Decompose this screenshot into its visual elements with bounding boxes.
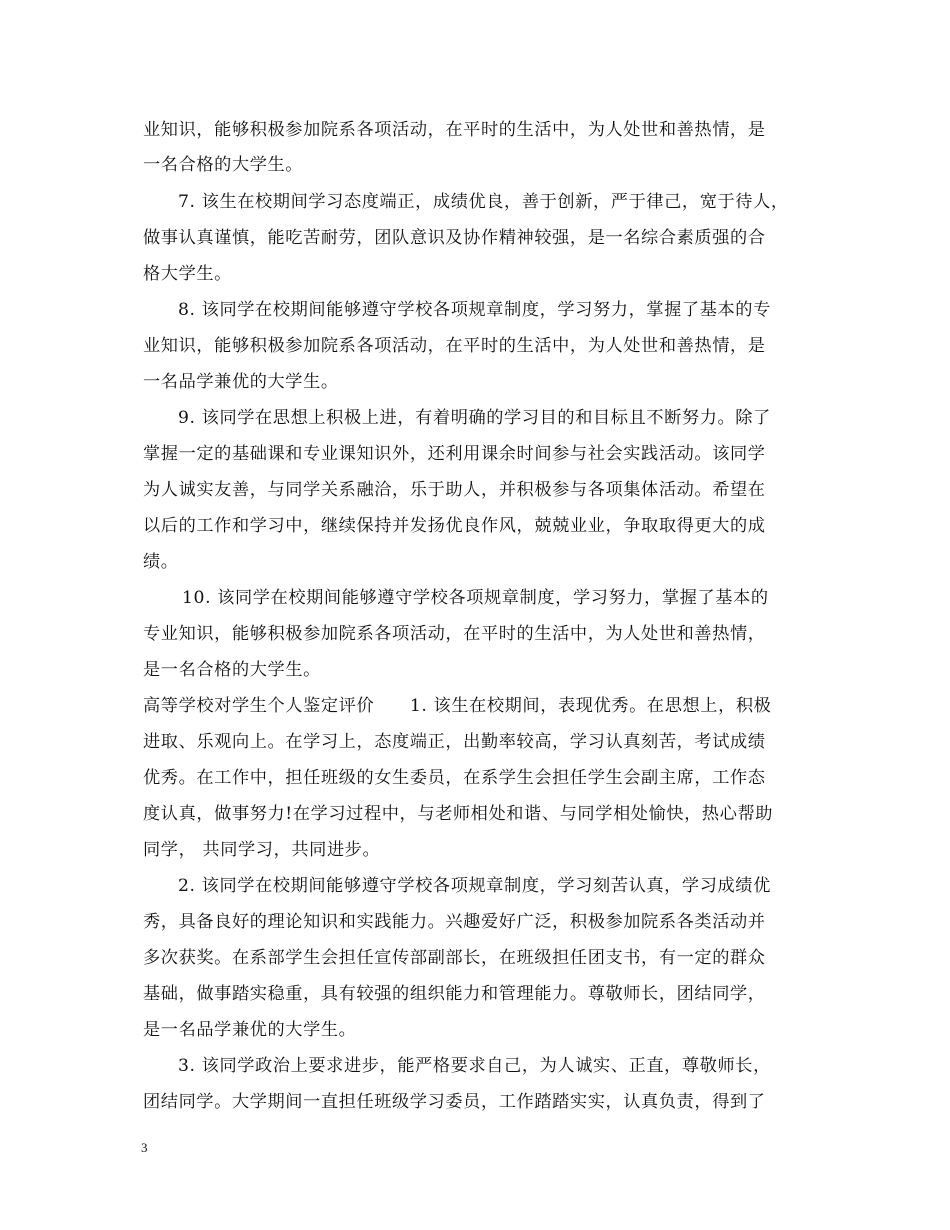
text-line: 业知识，能够积极参加院系各项活动，在平时的生活中，为人处世和善热情，是 <box>143 120 766 140</box>
text-line: 掌握一定的基础课和专业课知识外，还利用课余时间参与社会实践活动。该同学 <box>143 444 766 464</box>
text-line: 为人诚实友善，与同学关系融洽，乐于助人，并积极参与各项集体活动。希望在 <box>143 480 766 500</box>
text-line: 是一名合格的大学生。 <box>143 660 321 680</box>
text-line: 秀，具备良好的理论知识和实践能力。兴趣爱好广泛，积极参加院系各类活动并 <box>143 912 766 932</box>
text-line: 团结同学。大学期间一直担任班级学习委员，工作踏踏实实，认真负责，得到了 <box>143 1092 766 1112</box>
text-line: 做事认真谨慎，能吃苦耐劳，团队意识及协作精神较强，是一名综合素质强的合 <box>143 228 766 248</box>
text-line: 多次获奖。在系部学生会担任宣传部副部长，在班级担任团支书，有一定的群众 <box>143 948 766 968</box>
text-line: 高等学校对学生个人鉴定评价 1. 该生在校期间，表现优秀。在思想上，积极 <box>143 696 772 716</box>
text-line: 9. 该同学在思想上积极上进，有着明确的学习目的和目标且不断努力。除了 <box>178 408 771 428</box>
text-line: 优秀。在工作中，担任班级的女生委员，在系学生会担任学生会副主席，工作态 <box>143 768 766 788</box>
text-line: 度认真，做事努力!在学习过程中，与老师相处和谐、与同学相处愉快，热心帮助 <box>143 804 774 824</box>
text-line: 一名合格的大学生。 <box>143 155 304 175</box>
text-line: 2. 该同学在校期间能够遵守学校各项规章制度，学习刻苦认真，学习成绩优 <box>178 876 771 896</box>
text-line: 3. 该同学政治上要求进步，能严格要求自己，为人诚实、正直，尊敬师长， <box>178 1056 771 1076</box>
text-line: 一名品学兼优的大学生。 <box>143 372 339 392</box>
page-number: 3 <box>141 1140 148 1155</box>
text-line: 以后的工作和学习中，继续保持并发扬优良作风，兢兢业业，争取取得更大的成 <box>143 516 766 536</box>
text-line: 专业知识，能够积极参加院系各项活动，在平时的生活中，为人处世和善热情， <box>143 624 766 644</box>
text-line: 10. 该同学在校期间能够遵守学校各项规章制度，学习努力，掌握了基本的 <box>182 588 769 608</box>
text-line: 绩。 <box>143 552 179 572</box>
text-line: 8. 该同学在校期间能够遵守学校各项规章制度，学习努力，掌握了基本的专 <box>178 300 771 320</box>
text-line: 7. 该生在校期间学习态度端正，成绩优良，善于创新，严于律己，宽于待人， <box>178 192 789 212</box>
text-line: 基础，做事踏实稳重，具有较强的组织能力和管理能力。尊敬师长，团结同学， <box>143 984 766 1004</box>
text-line: 是一名品学兼优的大学生。 <box>143 1020 357 1040</box>
text-line: 进取、乐观向上。在学习上，态度端正，出勤率较高，学习认真刻苦，考试成绩 <box>143 732 766 752</box>
text-line: 同学， 共同学习，共同进步。 <box>143 840 381 860</box>
text-line: 格大学生。 <box>143 264 232 284</box>
text-line: 业知识，能够积极参加院系各项活动，在平时的生活中，为人处世和善热情，是 <box>143 336 766 356</box>
